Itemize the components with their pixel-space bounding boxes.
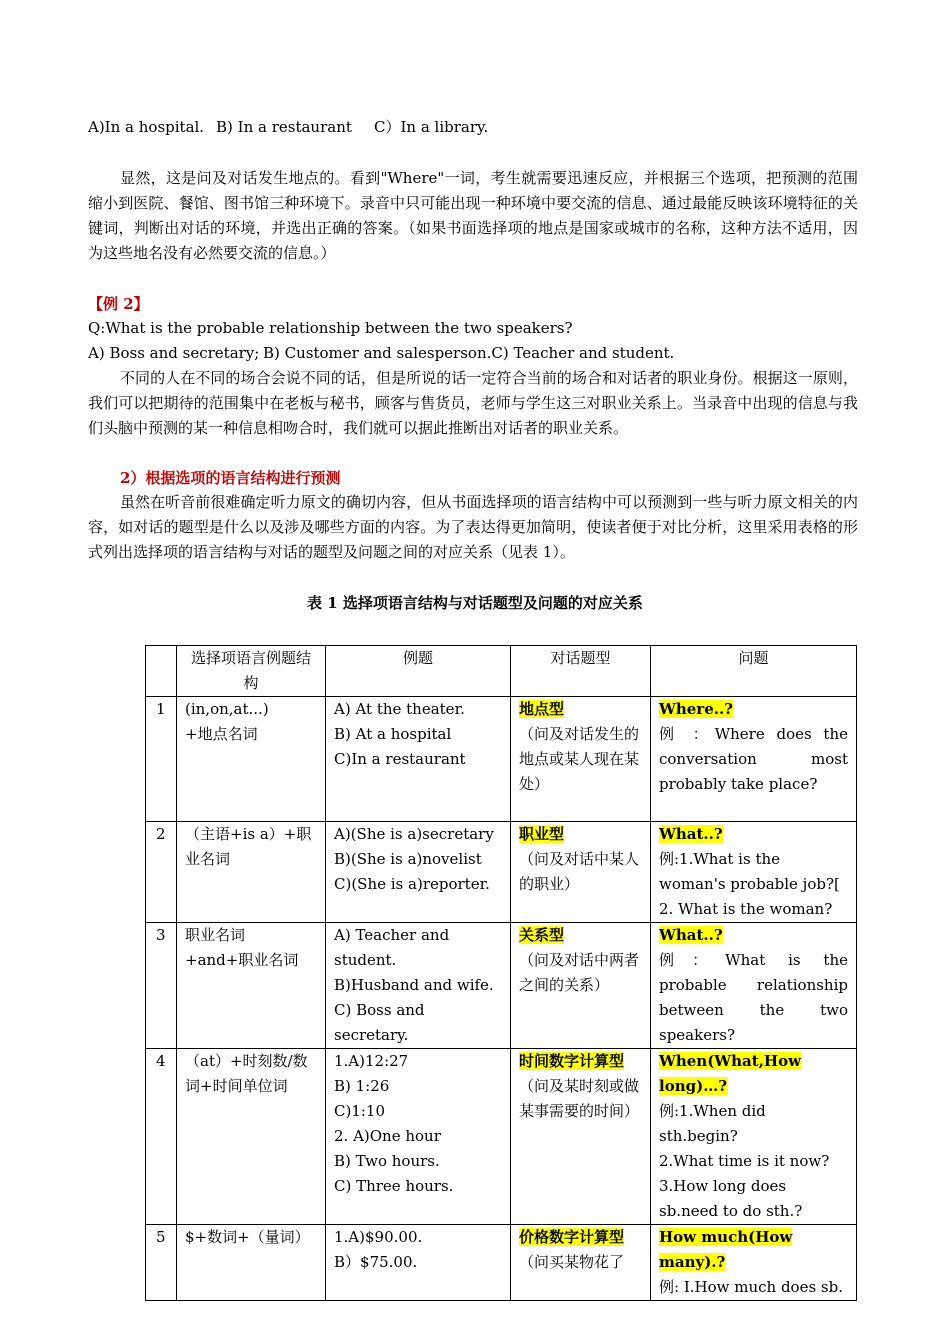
- table-caption: 表 1 选择项语言结构与对话题型及问题的对应关系: [307, 594, 643, 612]
- row-type: [511, 697, 651, 822]
- example-line: A)(She is a)secretary: [334, 825, 494, 843]
- header-num: [146, 646, 177, 697]
- header-question: 问题: [651, 646, 857, 697]
- question-text: 例:1.What is the woman's probable job?[: [659, 850, 840, 893]
- row-type: [511, 1049, 651, 1225]
- question-highlight: When(What,How long)…?: [659, 1052, 802, 1095]
- type-highlight: 时间数字计算型: [519, 1052, 625, 1070]
- intro-options: [88, 115, 858, 140]
- type-highlight: 关系型: [519, 926, 565, 944]
- type-highlight: 地点型: [519, 700, 565, 718]
- table-row: [146, 1225, 857, 1301]
- example-line: C)In a restaurant: [334, 750, 466, 768]
- row-example: [326, 923, 511, 1049]
- question-highlight: What..?: [659, 825, 723, 843]
- option-a: A)In a hospital.: [88, 118, 205, 136]
- type-description: （问买某物花了: [519, 1253, 625, 1271]
- paragraph-location-analysis: 显然，这是问及对话发生地点的。看到"Where"一词，考生就需要迅速反应，并根据三个选项，把预测的范围缩小到医院、餐馆、图书馆三种环境下。录音中只可能出现一种环境中要交流的信息、通过最能反映该环境特征的关键词，判断出对话的环境，并选出正确的答案。（如果书面选择项的地点是国家或城市的名称，这种方法不适用，因为这些地名没有必然要交流的信息。）: [88, 169, 858, 262]
- section-2-paragraph: 虽然在听音前很难确定听力原文的确切内容，但从书面选择项的语言结构中可以预测到一些与听力原文相关的内容，如对话的题型是什么以及涉及哪些方面的内容。为了表达得更加简明，使读者便于对比分析，这里采用表格的形式列出选择项的语言结构与对话的题型及问题之间的对应关系（见表 1）。: [88, 493, 858, 561]
- structure-line: 职业名词: [185, 926, 246, 944]
- type-description: （问及对话发生的地点或某人现在某处）: [519, 725, 640, 793]
- section-2-heading: 2）根据选项的语言结构进行预测: [120, 469, 341, 487]
- option-c: C）In a library.: [374, 118, 489, 136]
- option-b: B) In a restaurant: [216, 118, 352, 136]
- paragraph-relationship-analysis: 不同的人在不同的场合会说不同的话，但是所说的话一定符合当前的场合和对话者的职业身份。根据这一原则，我们可以把期待的范围集中在老板与秘书，顾客与售货员，老师与学生这三对职业关系上。当录音中出现的信息与我们头脑中预测的某一种信息相吻合时，我们就可以据此推断出对话者的职业关系。: [88, 369, 858, 437]
- question-highlight: What..?: [659, 926, 723, 944]
- example-line: C)(She is a)reporter.: [334, 875, 490, 893]
- example-line: C) Boss and secretary.: [334, 1001, 425, 1044]
- row-num: 1: [146, 697, 177, 822]
- type-description: （问及对话中两者之间的关系）: [519, 951, 640, 994]
- example-line: B) 1:26: [334, 1077, 390, 1095]
- example-line: B)Husband and wife.: [334, 976, 494, 994]
- row-example: [326, 822, 511, 923]
- question-text: 3.How long does sb.need to do sth.?: [659, 1177, 803, 1220]
- table-row: [146, 1049, 857, 1225]
- row-type: [511, 822, 651, 923]
- row-num: 4: [146, 1049, 177, 1225]
- question-text: 例:1.When did sth.begin?: [659, 1102, 766, 1145]
- example-line: 1.A)12:27: [334, 1052, 409, 1070]
- row-num: 2: [146, 822, 177, 923]
- structure-line: $+数词+（量词）: [185, 1228, 310, 1246]
- example-2-question: Q:What is the probable relationship between the two speakers?: [88, 319, 573, 337]
- example-2-options: [88, 341, 858, 366]
- row-example: [326, 697, 511, 822]
- row-structure: [177, 697, 326, 822]
- table-row: [146, 697, 857, 822]
- row-structure: [177, 1049, 326, 1225]
- correspondence-table: [145, 645, 857, 1301]
- example-2-heading: 【例 2】: [88, 295, 149, 313]
- question-text: 2. What is the woman?: [659, 900, 833, 918]
- example-line: 2. A)One hour: [334, 1127, 441, 1145]
- row-example: [326, 1049, 511, 1225]
- question-text: 例: I.How much does sb.: [659, 1278, 843, 1296]
- question-highlight: How much(How many).?: [659, 1228, 793, 1271]
- row-type: [511, 1225, 651, 1301]
- row-example: [326, 1225, 511, 1301]
- type-highlight: 职业型: [519, 825, 565, 843]
- question-highlight: Where..?: [659, 700, 733, 718]
- row-question: [651, 822, 857, 923]
- row-structure: [177, 1225, 326, 1301]
- row-structure: [177, 923, 326, 1049]
- example-2-option-bc: B) Customer and salesperson.C) Teacher and student.: [263, 344, 675, 362]
- header-type: 对话题型: [511, 646, 651, 697]
- row-num: 5: [146, 1225, 177, 1301]
- row-question: [651, 697, 857, 822]
- header-example: 例题: [326, 646, 511, 697]
- example-line: C)1:10: [334, 1102, 386, 1120]
- example-line: B) Two hours.: [334, 1152, 440, 1170]
- row-question: [651, 1049, 857, 1225]
- example-line: B)(She is a)novelist: [334, 850, 482, 868]
- example-line: A) At the theater.: [334, 700, 465, 718]
- structure-line: （at）+时刻数/数词+时间单位词: [185, 1052, 308, 1095]
- example-line: 1.A)$90.00.: [334, 1228, 423, 1246]
- row-type: [511, 923, 651, 1049]
- example-line: C) Three hours.: [334, 1177, 454, 1195]
- type-highlight: 价格数字计算型: [519, 1228, 625, 1246]
- example-line: B) At a hospital: [334, 725, 452, 743]
- table-row: [146, 822, 857, 923]
- structure-line: +and+职业名词: [185, 951, 299, 969]
- example-2-option-a: A) Boss and secretary;: [88, 344, 260, 362]
- structure-line: （主语+is a）+职业名词: [185, 825, 312, 868]
- example-line: A) Teacher and student.: [334, 926, 450, 969]
- table-row: [146, 923, 857, 1049]
- row-question: [651, 1225, 857, 1301]
- table-header-row: [146, 646, 857, 697]
- type-description: （问及某时刻或做某事需要的时间）: [519, 1077, 640, 1120]
- row-num: 3: [146, 923, 177, 1049]
- question-text: 2.What time is it now?: [659, 1152, 830, 1170]
- header-structure: 选择项语言例题结构: [177, 646, 326, 697]
- structure-line: +地点名词: [185, 725, 258, 743]
- structure-line: (in,on,at...): [185, 700, 269, 718]
- row-structure: [177, 822, 326, 923]
- question-text: 例 ：Where does the conversation most probably take place?: [659, 725, 848, 793]
- row-question: [651, 923, 857, 1049]
- example-line: B）$75.00.: [334, 1253, 418, 1271]
- question-text: 例：What is the probable relationship between the two speakers?: [659, 951, 848, 1044]
- type-description: （问及对话中某人的职业）: [519, 850, 640, 893]
